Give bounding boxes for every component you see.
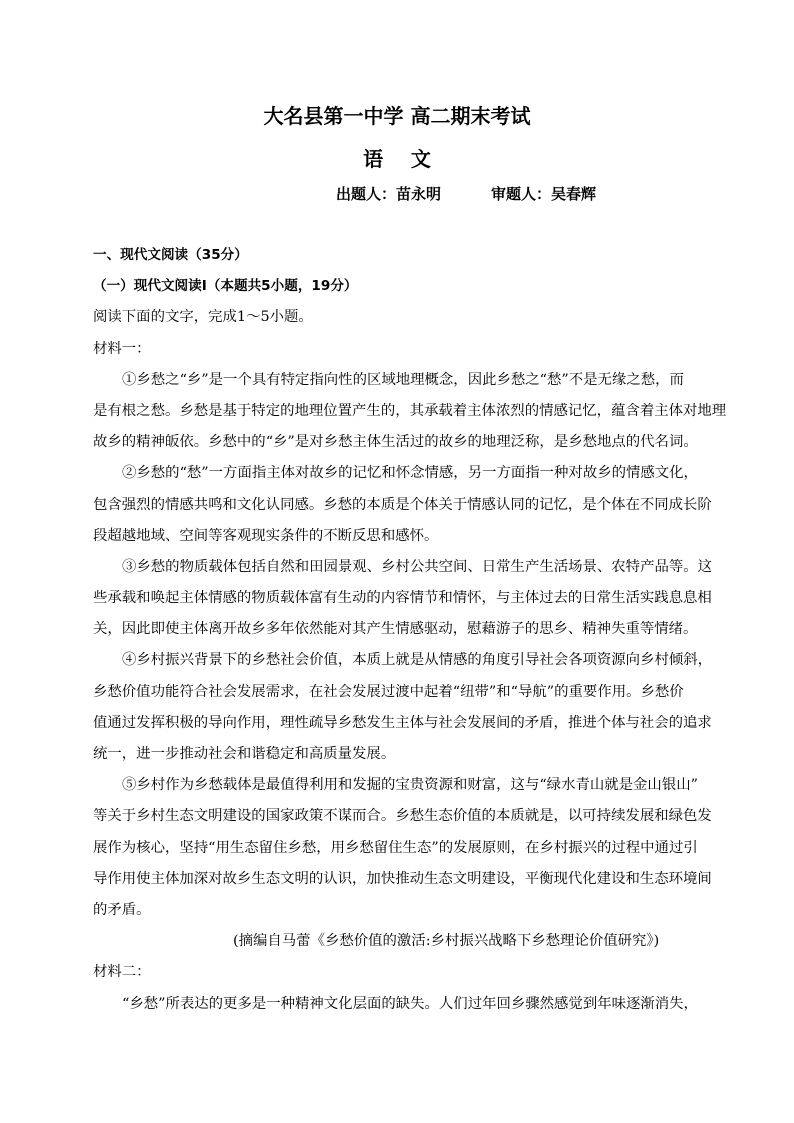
- exam-title: 大名县第一中学 高二期末考试: [263, 104, 531, 128]
- material1-paragraph4-line2: 乡愁价值功能符合社会发展需求，在社会发展过渡中起着“纽带”和“导航”的重要作用。乡愁价: [93, 683, 684, 700]
- section-heading: 一、现代文阅读（35分）: [93, 247, 248, 263]
- material1-paragraph5-line4: 导作用使主体加深对故乡生态文明的认识，加快推动生态文明建设，平衡现代化建设和生态环境间: [93, 870, 712, 887]
- document-body: [93, 240, 727, 1020]
- material1-paragraph5-line5: 的矛盾。: [93, 901, 151, 918]
- material2-paragraph1-line1: “乡愁”所表达的更多是一种精神文化层面的缺失。人们过年回乡骤然感觉到年味逐渐消失，: [122, 995, 698, 1012]
- material1-paragraph1-line1: ①乡愁之“乡”是一个具有特定指向性的区域地理概念，因此乡愁之“愁”不是无缘之愁，而: [122, 371, 684, 388]
- material1-paragraph5-line3: 展作为核心，坚持“用生态留住乡愁，用乡愁留住生态”的发展原则，在乡村振兴的过程中通过引: [93, 839, 698, 856]
- material1-paragraph3-line3: 关，因此即使主体离开故乡多年依然能对其产生情感驱动，慰藉游子的思乡、精神失重等情绪。: [93, 621, 698, 638]
- material1-paragraph3-line2: 些承载和唤起主体情感的物质载体富有生动的内容情节和情怀，与主体过去的日常生活实践息息相: [93, 590, 712, 607]
- material1-paragraph1-line2: 是有根之愁。乡愁是基于特定的地理位置产生的，其承载着主体浓烈的情感记忆，蕴含着主体对地理: [93, 402, 727, 419]
- material1-paragraph5-line1: ⑤乡村作为乡愁载体是最值得利用和发掘的宝贵资源和财富，这与“绿水青山就是金山银山”: [122, 777, 698, 794]
- material1-paragraph2-line1: ②乡愁的“愁”一方面指主体对故乡的记忆和怀念情感，另一方面指一种对故乡的情感文化，: [122, 465, 698, 482]
- material1-paragraph1-line3: 故乡的精神皈依。乡愁中的“乡”是对乡愁主体生活过的故乡的地理泛称，是乡愁地点的代名词。: [93, 434, 698, 451]
- material1-paragraph3-line1: ③乡愁的物质载体包括自然和田园景观、乡村公共空间、日常生产生活场景、农特产品等。这: [122, 558, 713, 575]
- material1-paragraph5-line2: 等关于乡村生态文明建设的国家政策不谋而合。乡愁生态价值的本质就是，以可持续发展和绿色发: [93, 808, 712, 825]
- author-line: [336, 182, 596, 206]
- author-label: 出题人：苗永明: [336, 185, 442, 203]
- material1-label: 材料一：: [93, 340, 151, 357]
- section-subheading: （一）现代文阅读Ⅰ（本题共5小题，19分）: [93, 278, 358, 295]
- material1-paragraph2-line2: 包含强烈的情感共鸣和文化认同感。乡愁的本质是个体关于情感认同的记忆，是个体在不同成长阶: [93, 496, 712, 513]
- material1-paragraph4-line4: 统一，进一步推动社会和谐稳定和高质量发展。: [93, 746, 396, 762]
- material2-label: 材料二：: [93, 964, 151, 981]
- material1-paragraph4-line1: ④乡村振兴背景下的乡愁社会价值，本质上就是从情感的角度引导社会各项资源向乡村倾斜，: [122, 652, 713, 669]
- reviewer-label: 审题人：吴春辉: [491, 185, 597, 203]
- material1-paragraph2-line3: 段超越地域、空间等客观现实条件的不断反思和感怀。: [93, 527, 439, 544]
- material1-paragraph4-line3: 值通过发挥积极的导向作用，理性疏导乡愁发生主体与社会发展间的矛盾，推进个体与社会的追求: [93, 714, 712, 731]
- subject-title: 语 文: [363, 147, 431, 171]
- material1-source: (摘编自马蕾《乡愁价值的激活:乡村振兴战略下乡愁理论价值研究》): [233, 933, 660, 950]
- instruction-text: 阅读下面的文字，完成1～5小题。: [93, 309, 313, 326]
